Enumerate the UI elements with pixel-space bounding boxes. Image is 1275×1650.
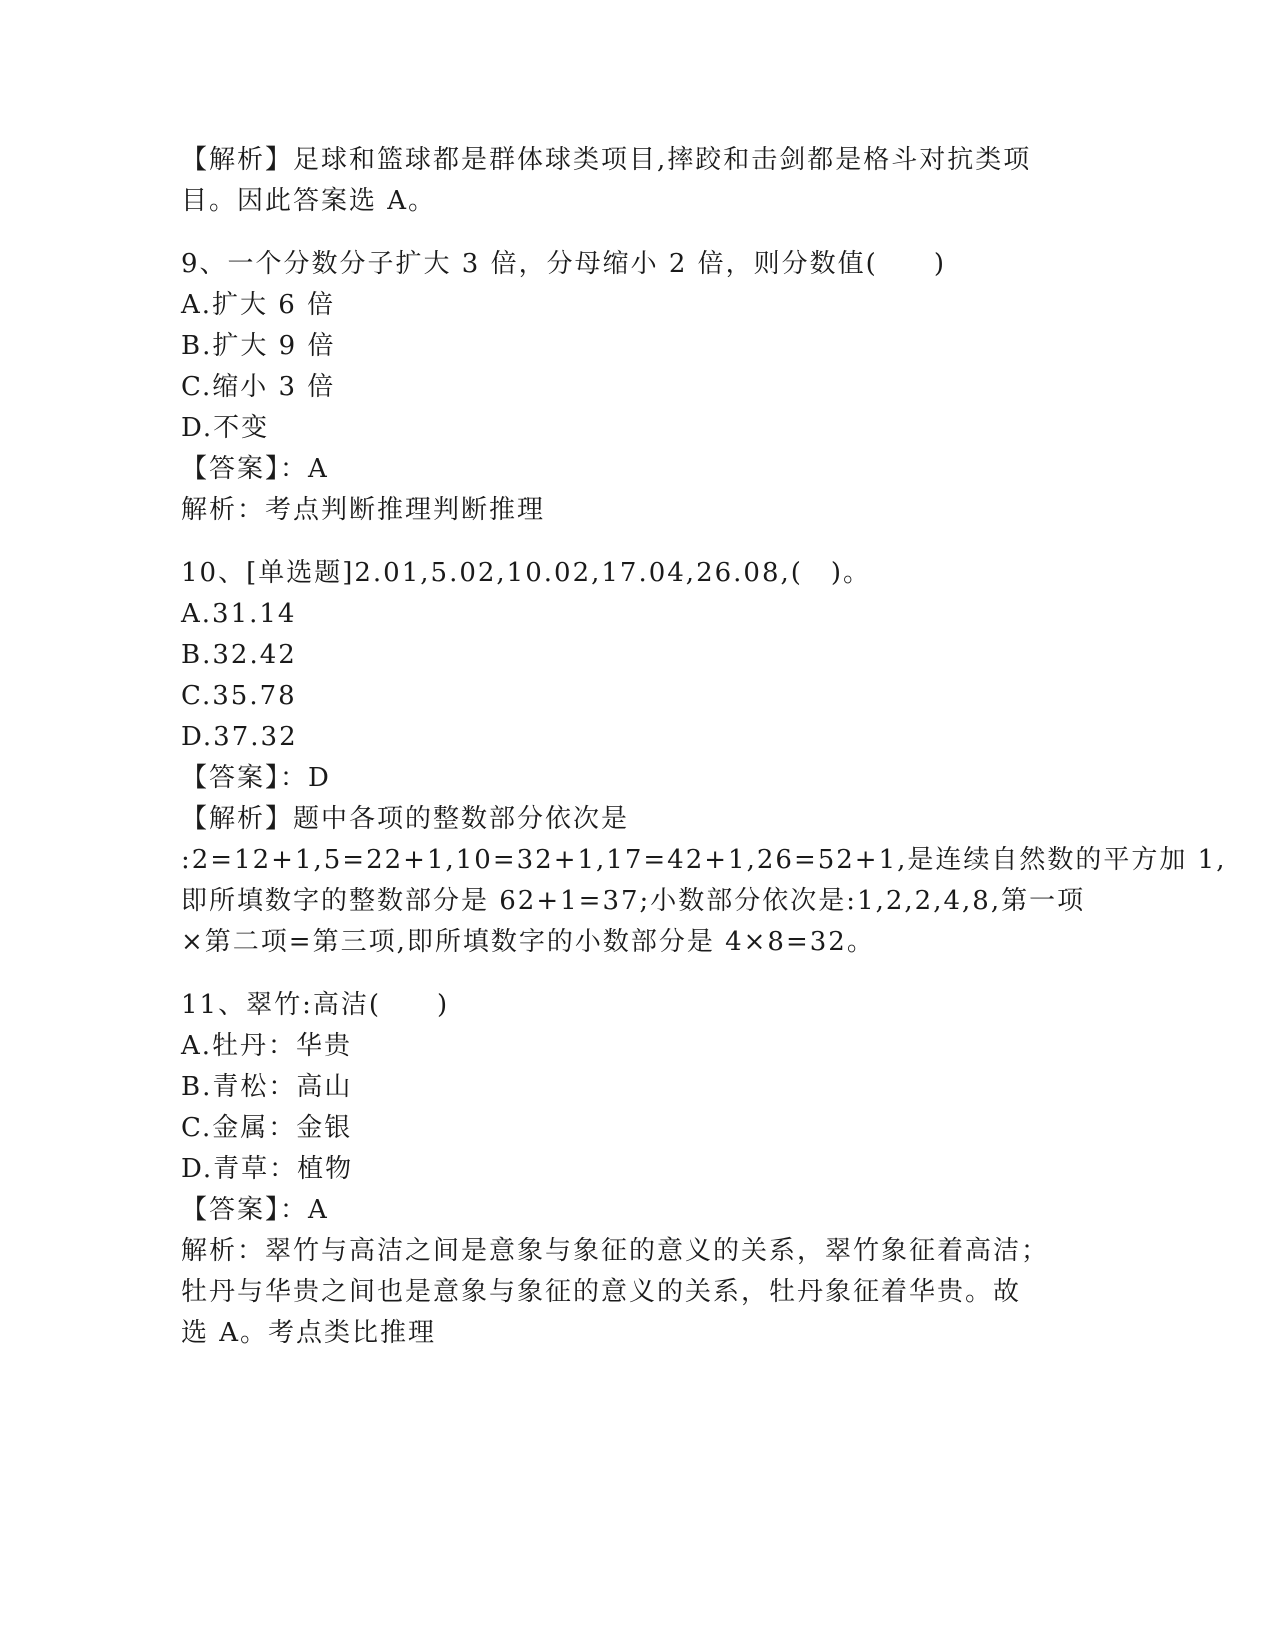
analysis-line: 牡丹与华贵之间也是意象与象征的意义的关系，牡丹象征着华贵。故 <box>181 1277 1022 1307</box>
question-stem: 9、一个分数分子扩大 3 倍，分母缩小 2 倍，则分数值( ) <box>181 249 946 279</box>
analysis-line: 解析：翠竹与高洁之间是意象与象征的意义的关系，翠竹象征着高洁； <box>181 1236 1050 1266</box>
document-page <box>181 140 1227 1354</box>
analysis-line: 目。因此答案选 A。 <box>181 186 437 216</box>
answer: 【答案】：A <box>181 454 329 484</box>
spacer <box>181 531 1081 553</box>
question-stem: 10、[单选题]2.01,5.02,10.02,17.04,26.08,( )。 <box>181 558 872 588</box>
q8-analysis <box>181 140 1081 222</box>
question-stem: 11、翠竹:高洁( ) <box>181 990 450 1020</box>
option-a: A.扩大 6 倍 <box>181 290 336 320</box>
option-d: D.青草：植物 <box>181 1154 354 1184</box>
option-c: C.35.78 <box>181 681 297 711</box>
analysis-line: 【解析】足球和篮球都是群体球类项目,摔跤和击剑都是格斗对抗类项 <box>181 145 1032 175</box>
option-b: B.青松：高山 <box>181 1072 353 1102</box>
option-b: B.扩大 9 倍 <box>181 331 336 361</box>
option-d: D.37.32 <box>181 722 298 752</box>
analysis-line: 【解析】题中各项的整数部分依次是 <box>181 804 630 834</box>
option-a: A.牡丹：华贵 <box>181 1031 353 1061</box>
spacer <box>181 963 1081 985</box>
question-10 <box>181 553 1227 963</box>
answer: 【答案】：D <box>181 763 331 793</box>
spacer <box>181 222 1081 244</box>
analysis-line: :2=12+1,5=22+1,10=32+1,17=42+1,26=52+1,是连续自然数的平方加 1, <box>181 845 1227 875</box>
option-b: B.32.42 <box>181 640 297 670</box>
option-a: A.31.14 <box>181 599 297 629</box>
analysis-line: 选 A。考点类比推理 <box>181 1318 437 1348</box>
question-11 <box>181 985 1081 1354</box>
analysis-line: ×第二项=第三项,即所填数字的小数部分是 4×8=32。 <box>181 927 875 957</box>
analysis-line: 即所填数字的整数部分是 62+1=37;小数部分依次是:1,2,2,4,8,第一项 <box>181 886 1086 916</box>
option-c: C.金属：金银 <box>181 1113 353 1143</box>
analysis: 解析：考点判断推理判断推理 <box>181 495 546 525</box>
option-d: D.不变 <box>181 413 270 443</box>
option-c: C.缩小 3 倍 <box>181 372 336 402</box>
question-9 <box>181 244 1081 531</box>
answer: 【答案】：A <box>181 1195 329 1225</box>
